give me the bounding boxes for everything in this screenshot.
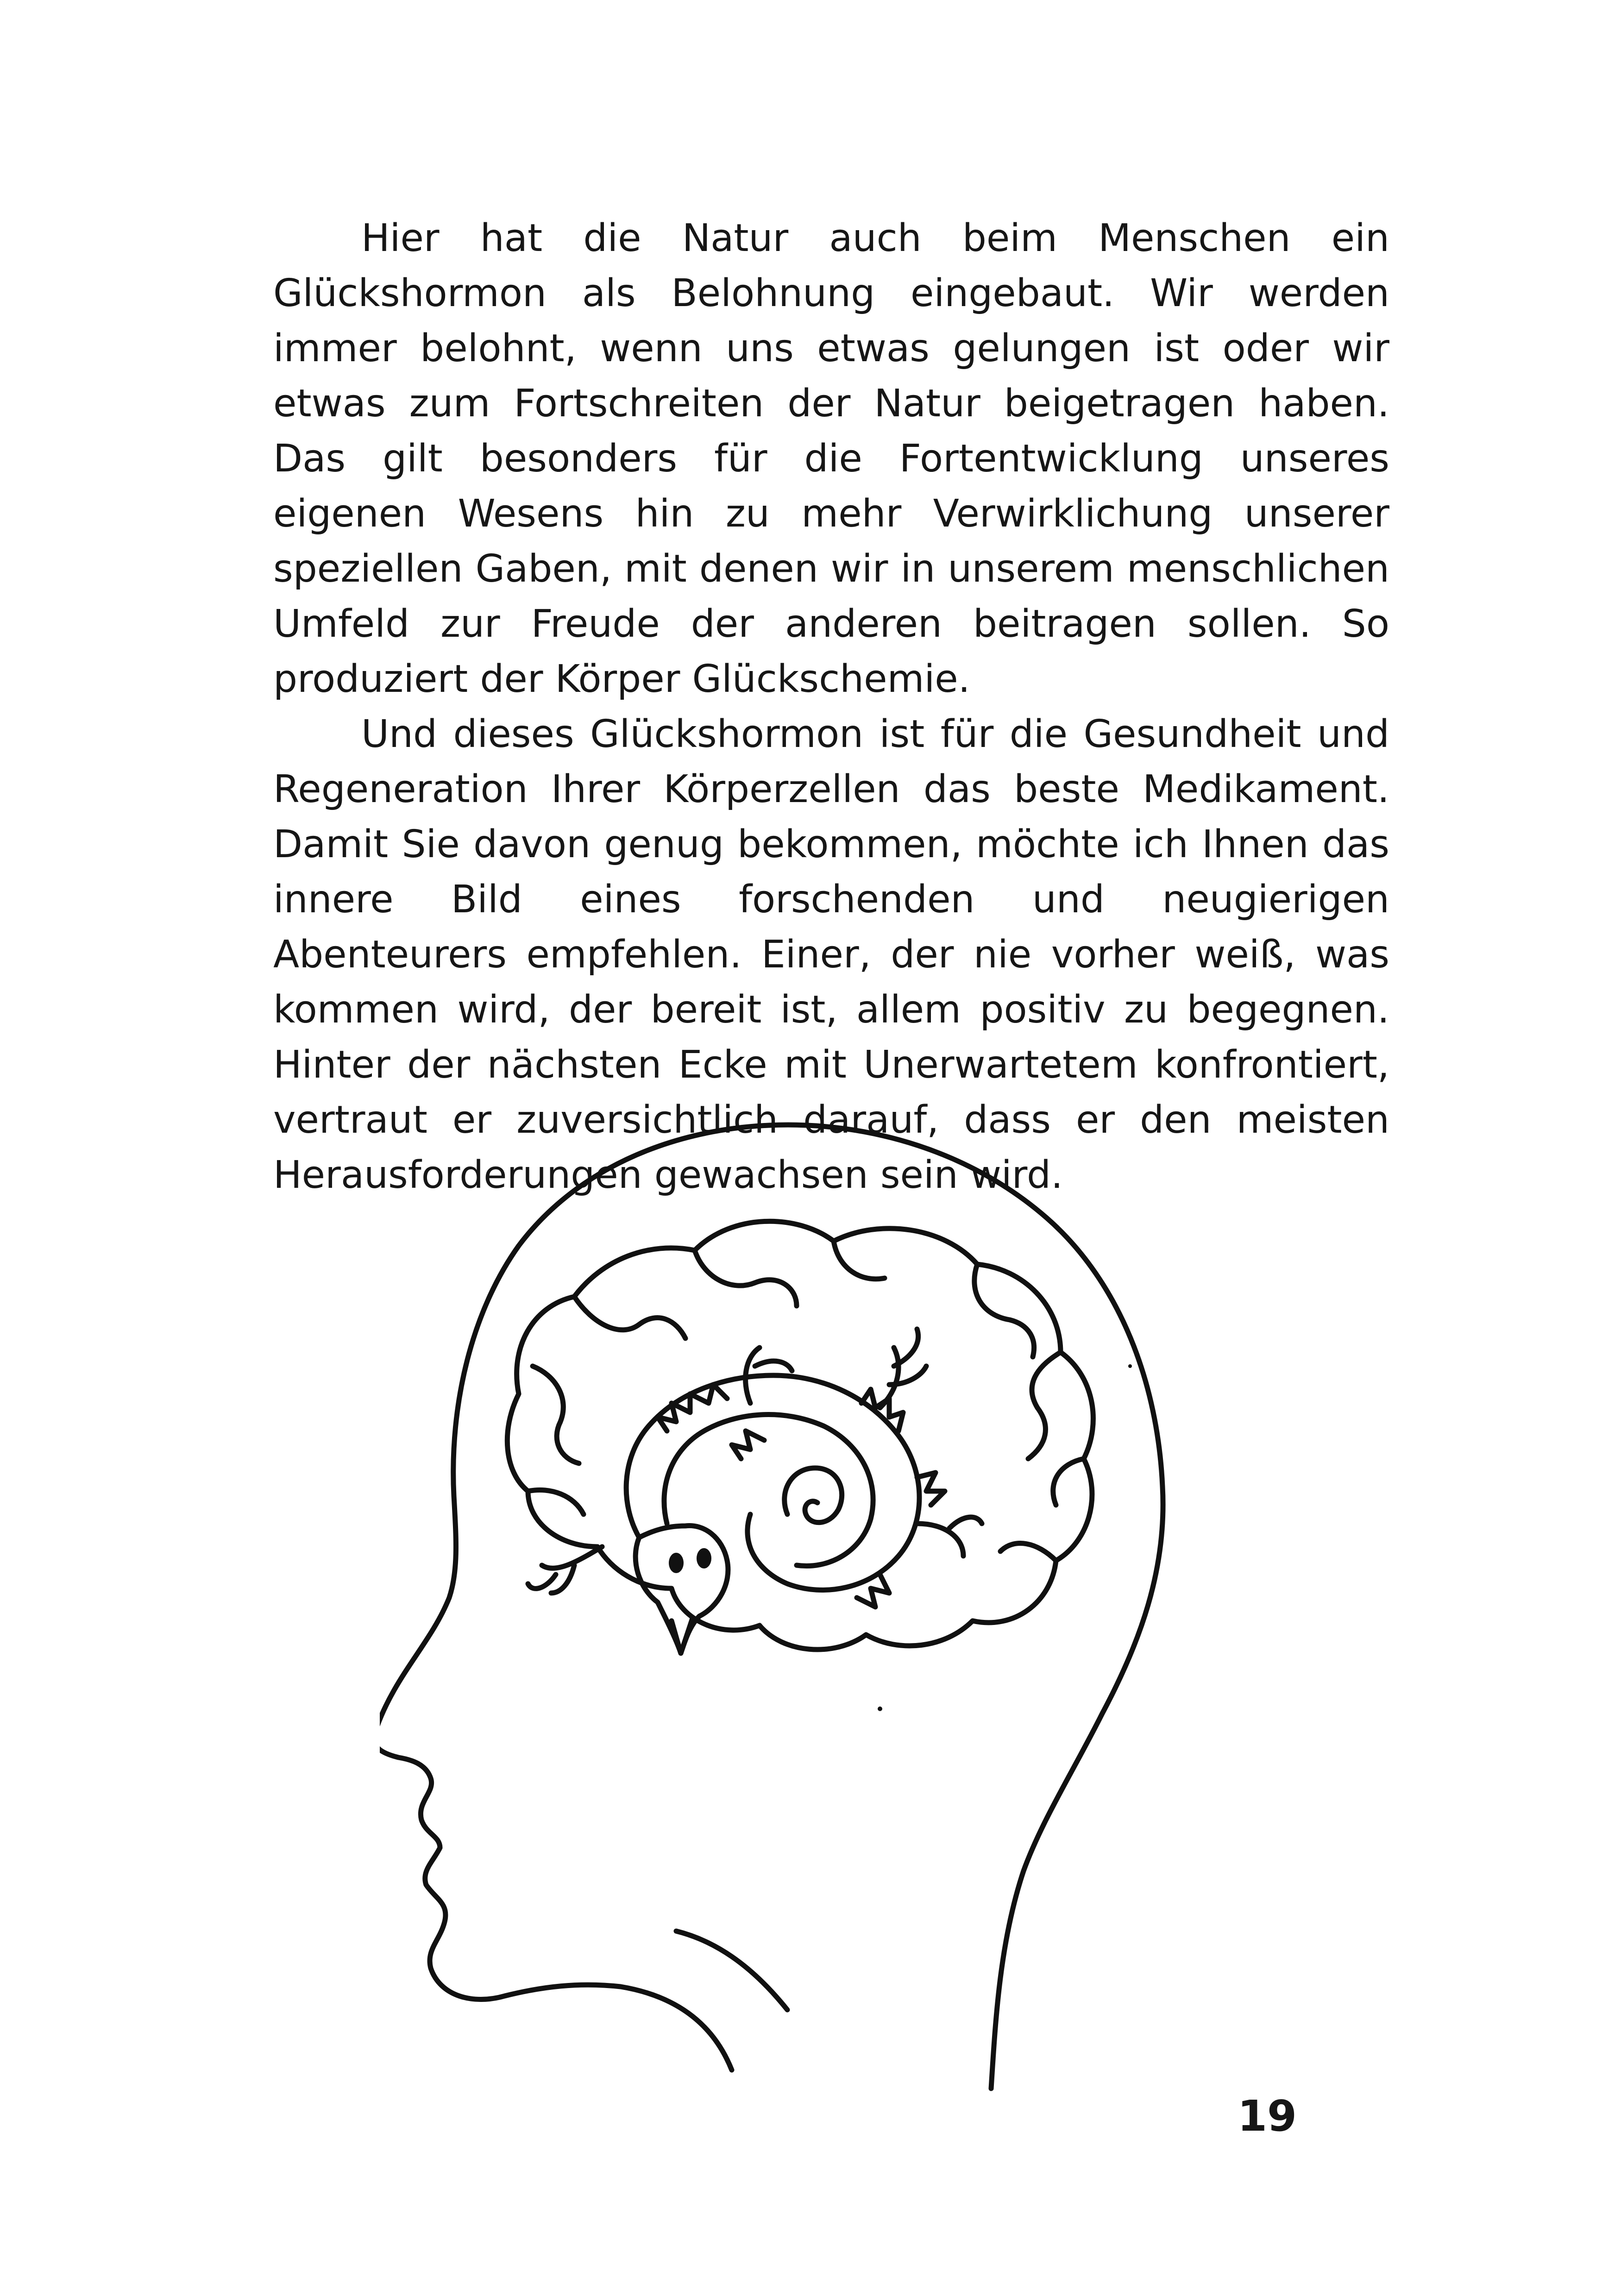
speck xyxy=(1128,1364,1132,1368)
creature-eye-right xyxy=(697,1548,711,1568)
speck xyxy=(878,1706,882,1711)
creature-spiral xyxy=(785,1468,842,1523)
creature-claw xyxy=(880,1329,926,1408)
creature-claw xyxy=(528,1547,602,1593)
creature-snout xyxy=(672,1618,692,1653)
brain-fold xyxy=(1028,1352,1061,1459)
brain-fold xyxy=(695,1250,797,1306)
brain-fold xyxy=(974,1264,1034,1357)
creature-fur xyxy=(861,1389,903,1431)
brain-fold xyxy=(574,1297,685,1338)
paragraph-1: Hier hat die Natur auch beim Menschen ein Glückshormon als Belohnung eingebaut. Wir werden immer belohnt, wenn uns etwas gelungen ist oder wir etwas zum Fortschreiten der Natur beigetragen haben. Das gilt besonders für die Fortentwicklung unseres eigenen Wesens hin zu mehr Verwirklichung unserer speziellen Gaben, mit denen wir in unserem menschlichen Umfeld zur Freude der anderen beitragen sollen. So produziert der Körper Glückschemie. xyxy=(273,216,1389,701)
brain-fold xyxy=(1053,1459,1084,1505)
creature-head xyxy=(635,1525,728,1653)
paragraph-2: Und dieses Glückshormon ist für die Gesundheit und Regeneration Ihrer Körperzellen das beste Medikament. Damit Sie davon genug bekommen, möchte ich Ihnen das innere Bild eines forschenden und neugierigen Abenteurers empfehlen. Einer, der nie vorher weiß, was kommen wird, der bereit ist, allem positiv zu begegnen. Hinter der nächsten Ecke mit Unerwartetem konfrontiert, vertraut er zuversichtlich darauf, dass er den meisten Herausforderungen gewachsen sein wird. xyxy=(273,712,1389,1197)
creature-claw xyxy=(917,1517,982,1556)
head-brain-illustration xyxy=(380,1107,1237,2116)
jaw-line xyxy=(676,1931,787,2010)
body-text xyxy=(273,211,1389,1203)
brain-fold xyxy=(834,1241,885,1279)
brain-fold xyxy=(533,1366,579,1463)
head-outline xyxy=(380,1125,1163,2089)
brain-fold xyxy=(528,1490,584,1514)
brain-fold xyxy=(1000,1543,1056,1561)
creature-eye-left xyxy=(669,1553,684,1573)
page-number: 19 xyxy=(1237,2091,1297,2141)
creature-fur xyxy=(732,1431,764,1459)
